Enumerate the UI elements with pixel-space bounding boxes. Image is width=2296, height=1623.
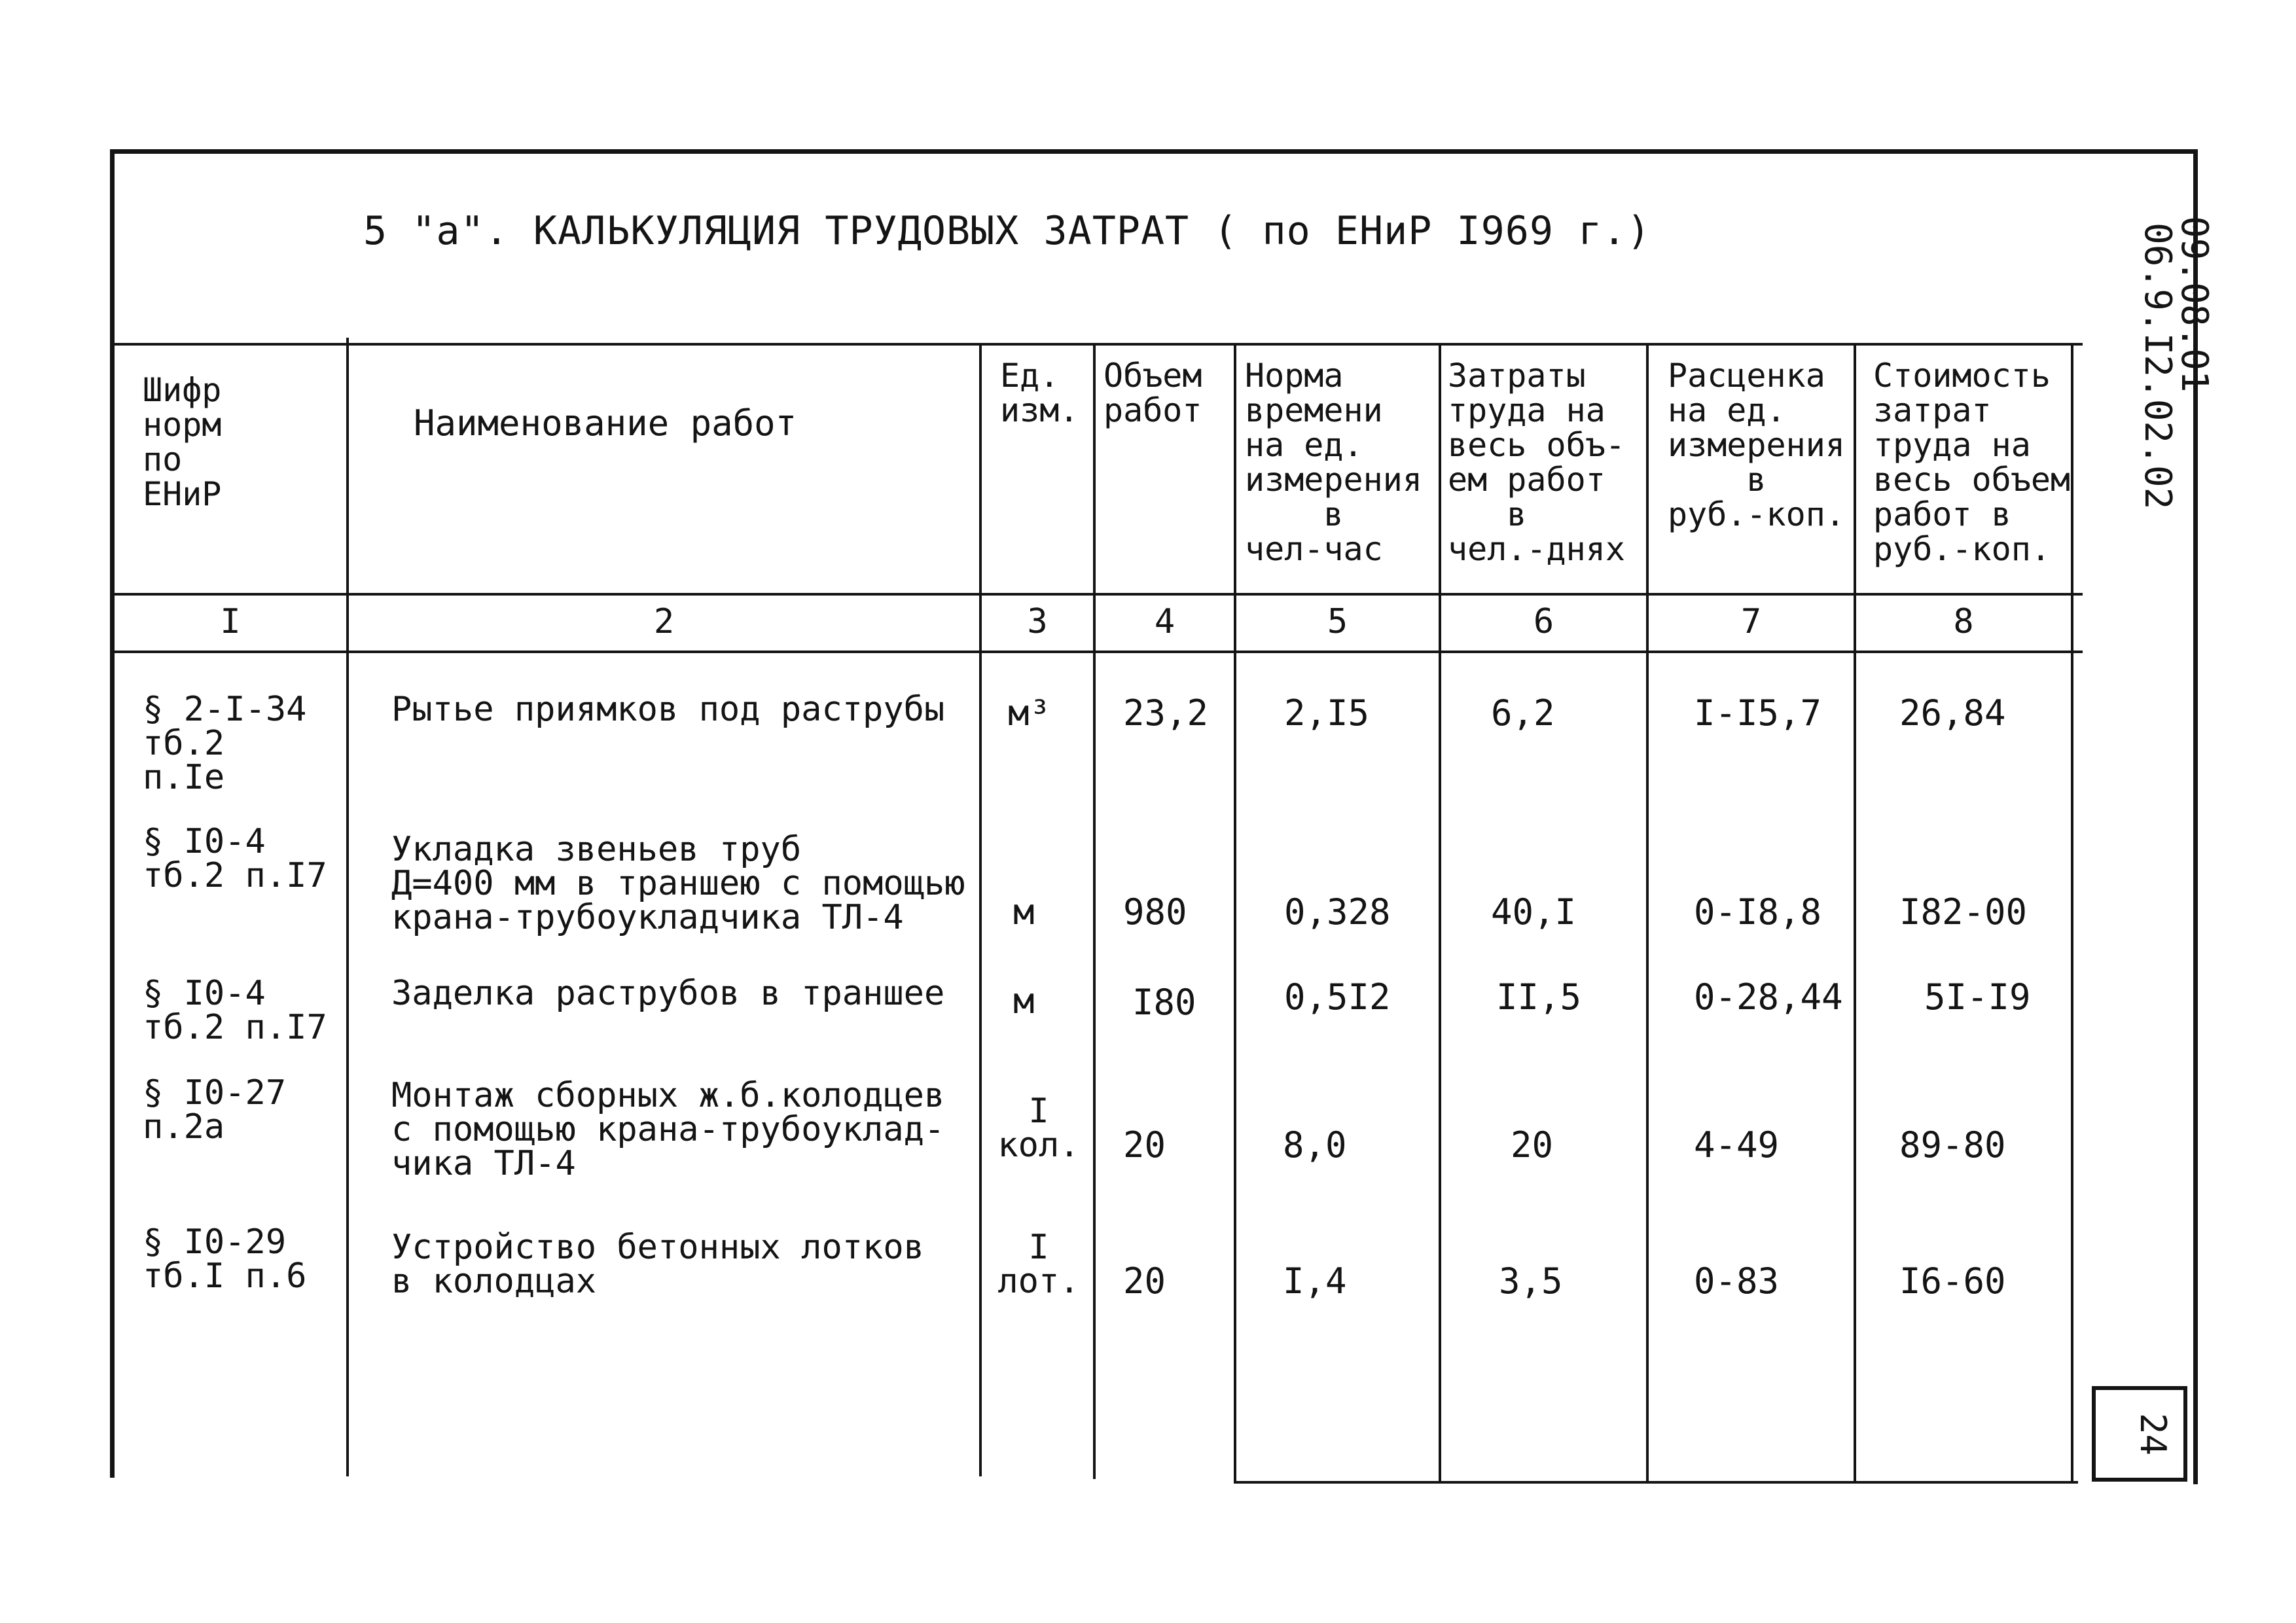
column-divider-4 bbox=[1234, 343, 1236, 1482]
row-3-rate: 0-28,44 bbox=[1694, 976, 1843, 1018]
row-5-labor: 3,5 bbox=[1499, 1260, 1563, 1302]
column-divider-5 bbox=[1439, 343, 1441, 1482]
page-number: 24 bbox=[2132, 1413, 2174, 1456]
row-1-rate: I-I5,7 bbox=[1694, 692, 1822, 734]
row-5-cost: I6-60 bbox=[1899, 1260, 2006, 1302]
column-number-8: 8 bbox=[1953, 602, 1974, 641]
row-5-name: Устройство бетонных лотков в колодцах bbox=[391, 1228, 924, 1301]
row-4-rate: 4-49 bbox=[1694, 1124, 1780, 1166]
column-divider-8 bbox=[2071, 343, 2073, 1482]
row-1-name: Рытье приямков под раструбы bbox=[391, 690, 945, 729]
row-1-code: § 2-I-34 тб.2 п.Iе bbox=[143, 690, 307, 797]
row-1-cost: 26,84 bbox=[1899, 692, 2006, 734]
header-bottom-line bbox=[113, 593, 2083, 596]
row-3-unit: м bbox=[1013, 980, 1035, 1022]
row-2-name: Укладка звеньев труб Д=400 мм в траншею с помощью крана-трубоукладчика ТЛ-4 bbox=[391, 830, 965, 937]
row-5-code: § I0-29 тб.I п.6 bbox=[143, 1222, 307, 1296]
row-3-labor: II,5 bbox=[1496, 976, 1582, 1018]
header-labor: Затраты труда на весь объ- ем работ в чел.-днях bbox=[1448, 357, 1625, 568]
column-number-7: 7 bbox=[1740, 602, 1762, 641]
document-code-bottom: 06.9.I2.02.02 bbox=[2136, 223, 2179, 510]
row-4-unit: I кол. bbox=[997, 1092, 1080, 1165]
row-4-volume: 20 bbox=[1123, 1124, 1166, 1166]
row-4-cost: 89-80 bbox=[1899, 1124, 2006, 1166]
row-2-labor: 40,I bbox=[1491, 891, 1577, 933]
row-4-norm: 8,0 bbox=[1283, 1124, 1347, 1166]
document-code-block bbox=[2136, 216, 2215, 582]
row-2-rate: 0-I8,8 bbox=[1694, 891, 1822, 933]
row-2-code: § I0-4 тб.2 п.I7 bbox=[143, 822, 327, 895]
column-number-4: 4 bbox=[1154, 602, 1175, 641]
row-4-name: Монтаж сборных ж.б.колодцев с помощью крана-трубоуклад- чика ТЛ-4 bbox=[391, 1076, 945, 1183]
row-3-cost: 5I-I9 bbox=[1924, 976, 2031, 1018]
row-2-unit: м bbox=[1013, 891, 1035, 933]
frame-top-border bbox=[110, 149, 2198, 154]
column-divider-3 bbox=[1093, 343, 1096, 1479]
row-5-volume: 20 bbox=[1123, 1260, 1166, 1302]
column-number-5: 5 bbox=[1327, 602, 1348, 641]
header-code: Шифр норм по ЕНиР bbox=[143, 371, 222, 513]
column-divider-6 bbox=[1646, 343, 1649, 1482]
row-1-labor: 6,2 bbox=[1491, 692, 1555, 734]
row-1-volume: 23,2 bbox=[1123, 692, 1209, 734]
row-3-code: § I0-4 тб.2 п.I7 bbox=[143, 974, 327, 1047]
frame-left-border bbox=[110, 149, 115, 1478]
column-divider-2 bbox=[979, 343, 982, 1476]
row-2-volume: 980 bbox=[1123, 891, 1187, 933]
table-top-line bbox=[113, 343, 2083, 346]
row-5-norm: I,4 bbox=[1283, 1260, 1347, 1302]
column-number-6: 6 bbox=[1533, 602, 1554, 641]
document-title: 5 "а". КАЛЬКУЛЯЦИЯ ТРУДОВЫХ ЗАТРАТ ( по ЕНиР I969 г.) bbox=[363, 208, 1651, 254]
row-3-norm: 0,5I2 bbox=[1284, 976, 1391, 1018]
row-1-norm: 2,I5 bbox=[1284, 692, 1370, 734]
header-unit: Ед. изм. bbox=[1000, 357, 1079, 429]
column-divider-1 bbox=[346, 338, 349, 1476]
table-bottom-line bbox=[1234, 1481, 2078, 1484]
column-number-line bbox=[113, 651, 2083, 653]
document-code-top: 09.08.01 bbox=[2173, 216, 2215, 393]
row-2-norm: 0,328 bbox=[1284, 891, 1391, 933]
header-cost: Стоимость затрат труда на весь объем работ в руб.-коп. bbox=[1873, 357, 2071, 568]
column-number-3: 3 bbox=[1027, 602, 1048, 641]
row-2-cost: I82-00 bbox=[1899, 891, 2028, 933]
header-volume: Объем работ bbox=[1103, 357, 1202, 429]
header-rate: Расценка на ед. измерения в руб.-коп. bbox=[1668, 357, 1845, 533]
row-4-code: § I0-27 п.2а bbox=[143, 1073, 287, 1147]
row-5-rate: 0-83 bbox=[1694, 1260, 1780, 1302]
row-3-name: Заделка раструбов в траншее bbox=[391, 974, 945, 1013]
row-3-volume: I80 bbox=[1132, 982, 1196, 1023]
header-name: Наименование работ bbox=[414, 402, 797, 444]
row-4-labor: 20 bbox=[1511, 1124, 1554, 1166]
row-1-unit: м³ bbox=[1008, 692, 1051, 734]
column-number-1: I bbox=[220, 602, 241, 641]
row-5-unit: I лот. bbox=[997, 1228, 1080, 1301]
column-divider-7 bbox=[1854, 343, 1856, 1482]
header-norm: Норма времени на ед. измерения в чел-час bbox=[1245, 357, 1422, 568]
column-number-2: 2 bbox=[653, 602, 675, 641]
